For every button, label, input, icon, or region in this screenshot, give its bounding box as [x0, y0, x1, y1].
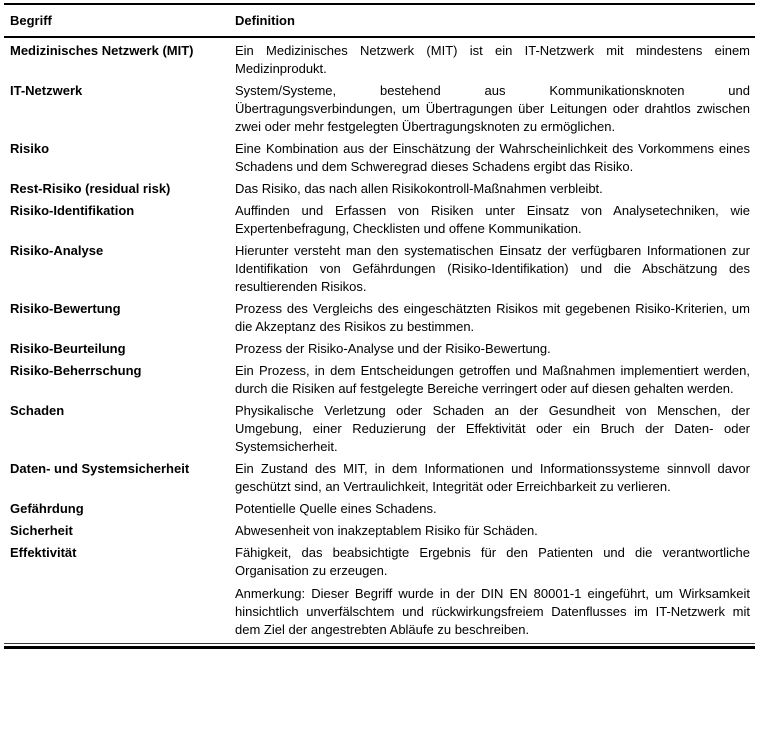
column-header-definition: Definition	[235, 13, 295, 28]
table-row	[4, 80, 755, 138]
term-cell: Medizinisches Netzwerk (MIT)	[10, 43, 194, 58]
term-cell: Gefährdung	[10, 501, 84, 516]
term-cell: Risiko-Identifikation	[10, 203, 135, 218]
definition-cell	[235, 522, 755, 540]
definition-cell	[235, 242, 755, 296]
term-cell: Risiko-Bewertung	[10, 301, 121, 316]
table-row	[4, 240, 755, 298]
table-row	[4, 520, 755, 542]
definition-paragraph: Prozess des Vergleichs des eingeschätzten Risikos mit gegebenen Risiko-Kriterien, um die Akzeptanz des Risikos zu bestimmen.	[235, 301, 750, 334]
definition-cell	[235, 180, 755, 198]
definition-paragraph: Potentielle Quelle eines Schadens.	[235, 501, 437, 516]
term-cell: IT-Netzwerk	[10, 83, 83, 98]
definition-cell	[235, 82, 755, 136]
definitions-table	[4, 3, 755, 649]
table-row	[4, 200, 755, 240]
definition-paragraph: Anmerkung: Dieser Begriff wurde in der DIN EN 80001-1 eingeführt, um Wirksamkeit hinsichtlich unverfälschtem und rückwirkungsfreiem Datenflusses im IT-Netzwerk mit dem Ziel der angestrebten Abläufe zu beschreiben.	[235, 586, 750, 637]
term-cell: Risiko-Beherrschung	[10, 363, 142, 378]
table-row	[4, 458, 755, 498]
definition-cell	[235, 140, 755, 176]
definition-paragraph: Ein Medizinisches Netzwerk (MIT) ist ein IT-Netzwerk mit mindestens einem Medizinprodukt.	[235, 43, 750, 76]
definition-paragraph: Ein Zustand des MIT, in dem Informationen und Informationssysteme sinnvoll davor geschützt sind, an Vertraulichkeit, Integrität oder Erreichbarkeit zu verlieren.	[235, 461, 750, 494]
table-row	[4, 38, 755, 80]
table-row	[4, 542, 755, 641]
table-row	[4, 498, 755, 520]
table-body	[4, 38, 755, 641]
column-header-begriff: Begriff	[10, 13, 52, 28]
term-cell: Sicherheit	[10, 523, 73, 538]
term-cell: Risiko-Beurteilung	[10, 341, 126, 356]
term-cell: Risiko	[10, 141, 50, 156]
term-cell: Risiko-Analyse	[10, 243, 104, 258]
definition-cell	[235, 42, 755, 78]
definition-cell	[235, 500, 755, 518]
definition-cell	[235, 300, 755, 336]
term-cell: Schaden	[10, 403, 65, 418]
definition-cell	[235, 460, 755, 496]
definition-cell	[235, 202, 755, 238]
definition-paragraph: Hierunter versteht man den systematischen Einsatz der verfügbaren Informationen zur Identifikation von Gefährdungen (Risiko-Identifikation) und die Abschätzung des resultierenden Risikos.	[235, 243, 750, 294]
definition-cell	[235, 402, 755, 456]
definition-cell	[235, 544, 755, 639]
table-header-row	[4, 5, 755, 38]
table-bottom-rule-thin	[4, 643, 755, 644]
term-cell: Daten- und Systemsicherheit	[10, 461, 190, 476]
definition-paragraph: Ein Prozess, in dem Entscheidungen getroffen und Maßnahmen implementiert werden, durch die Risiken auf festgelegte Bereiche verringert oder auf diesen gehalten werden.	[235, 363, 750, 396]
definition-cell	[235, 362, 755, 398]
definition-paragraph: Auffinden und Erfassen von Risiken unter Einsatz von Analysetechniken, wie Expertenbefragung, Checklisten und offene Kommunikation.	[235, 203, 750, 236]
definition-paragraph: Das Risiko, das nach allen Risikokontroll-Maßnahmen verbleibt.	[235, 181, 603, 196]
table-row	[4, 400, 755, 458]
table-row	[4, 338, 755, 360]
definition-paragraph: Fähigkeit, das beabsichtigte Ergebnis für den Patienten und die verantwortliche Organisation zu erzeugen.	[235, 545, 750, 578]
definition-paragraph: Eine Kombination aus der Einschätzung der Wahrscheinlichkeit des Vorkommens eines Schadens und dem Schweregrad dieses Schadens ergibt das Risiko.	[235, 141, 750, 174]
definition-paragraph: Prozess der Risiko-Analyse und der Risiko-Bewertung.	[235, 341, 551, 356]
definition-paragraph: Physikalische Verletzung oder Schaden an der Gesundheit von Menschen, der Umgebung, einer Reduzierung der Effektivität oder ein Bruch der Daten- oder Systemsicherheit.	[235, 403, 750, 454]
definition-cell	[235, 340, 755, 358]
table-row	[4, 138, 755, 178]
definition-paragraph: Abwesenheit von inakzeptablem Risiko für Schäden.	[235, 523, 538, 538]
term-cell: Effektivität	[10, 545, 77, 560]
table-bottom-rule-thick	[4, 646, 755, 649]
definition-paragraph: System/Systeme, bestehend aus Kommunikationsknoten und Übertragungsverbindungen, um Übertragungen über Leitungen oder drahtlos zwischen zwei oder mehr festgelegten Übertragungsknoten zu ermöglichen.	[235, 83, 750, 134]
term-cell: Rest-Risiko (residual risk)	[10, 181, 171, 196]
table-row	[4, 298, 755, 338]
table-row	[4, 178, 755, 200]
table-row	[4, 360, 755, 400]
